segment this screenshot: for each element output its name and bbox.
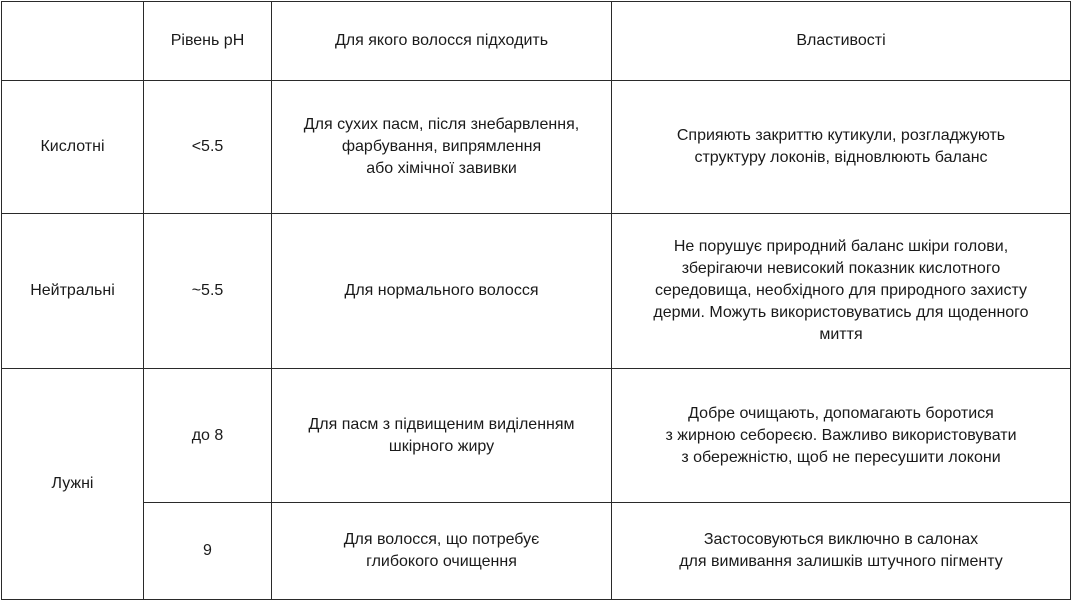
header-cell-ph-level: Рівень pH bbox=[144, 2, 272, 81]
table-row bbox=[2, 81, 1071, 214]
hair-cell: Для сухих пасм, після знебарвлення, фарбування, випрямлення або хімічної завивки bbox=[272, 81, 612, 214]
hair-cell: Для волосся, що потребує глибокого очищення bbox=[272, 503, 612, 600]
type-cell: Кислотні bbox=[2, 81, 144, 214]
properties-cell: Добре очищають, допомагають боротися з жирною себореєю. Важливо використовувати з обережністю, щоб не пересушити локони bbox=[612, 369, 1071, 503]
header-cell-properties: Властивості bbox=[612, 2, 1071, 81]
ph-shampoo-table bbox=[1, 1, 1071, 600]
table-row bbox=[2, 369, 1071, 503]
ph-cell: <5.5 bbox=[144, 81, 272, 214]
properties-cell: Застосовуються виключно в салонах для вимивання залишків штучного пігменту bbox=[612, 503, 1071, 600]
properties-cell: Сприяють закриттю кутикули, розгладжують структуру локонів, відновлюють баланс bbox=[612, 81, 1071, 214]
table-row bbox=[2, 214, 1071, 369]
properties-cell: Не порушує природний баланс шкіри голови, зберігаючи невисокий показник кислотного середовища, необхідного для природного захисту дерми. Можуть використовуватись для щоденного миття bbox=[612, 214, 1071, 369]
header-cell-type bbox=[2, 2, 144, 81]
ph-cell: ~5.5 bbox=[144, 214, 272, 369]
table-row bbox=[2, 503, 1071, 600]
type-cell: Лужні bbox=[2, 369, 144, 600]
hair-cell: Для пасм з підвищеним виділенням шкірного жиру bbox=[272, 369, 612, 503]
table-header-row bbox=[2, 2, 1071, 81]
type-cell: Нейтральні bbox=[2, 214, 144, 369]
hair-cell: Для нормального волосся bbox=[272, 214, 612, 369]
header-cell-hair-type: Для якого волосся підходить bbox=[272, 2, 612, 81]
ph-cell: до 8 bbox=[144, 369, 272, 503]
ph-cell: 9 bbox=[144, 503, 272, 600]
